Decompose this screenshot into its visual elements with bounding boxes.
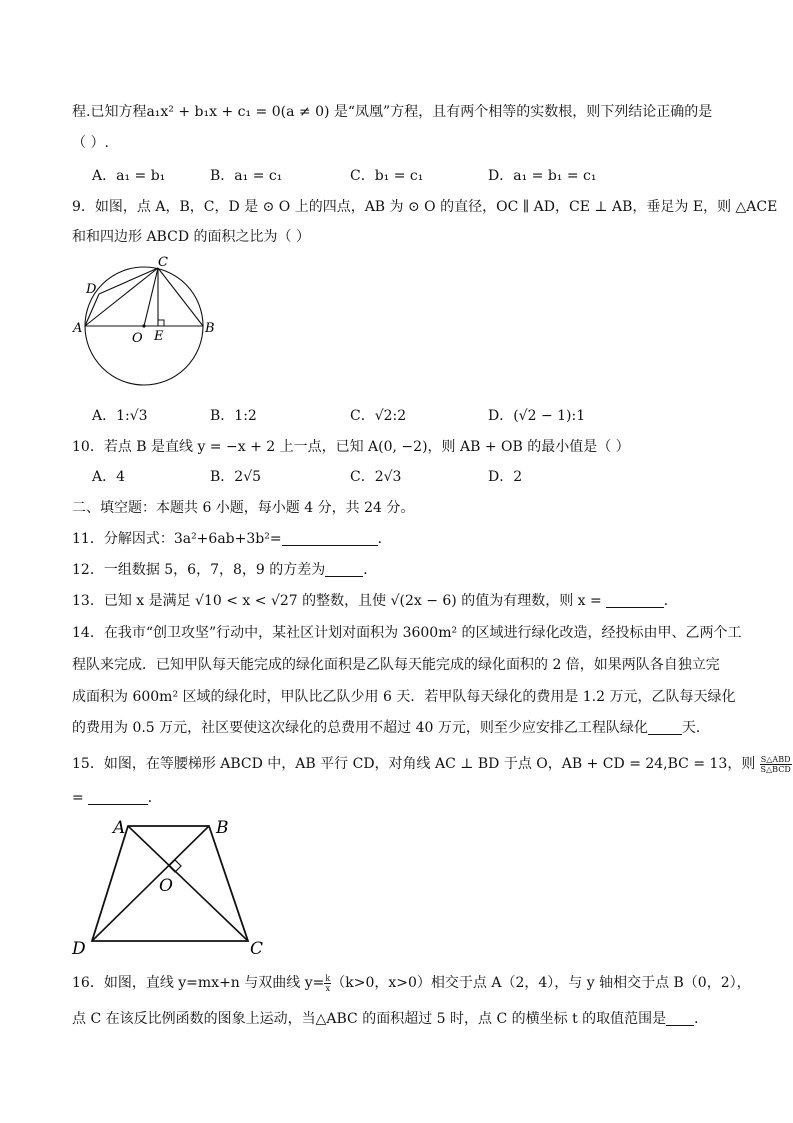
q14-line4-end: 天． [681, 720, 710, 736]
q16-line1 [72, 972, 751, 994]
q9-option-c[interactable]: C．√2:2 [350, 408, 407, 424]
q10-option-b[interactable]: B．2√5 [210, 469, 262, 485]
segment-ac [85, 268, 158, 326]
q15-trapezoid-figure [70, 814, 270, 959]
q8-option-d[interactable]: D．a₁ = b₁ = c₁ [488, 168, 597, 184]
section-2-title: 二、填空题：本题共 6 小题，每小题 4 分，共 24 分。 [72, 500, 415, 516]
q9-option-b[interactable]: B．1:2 [210, 408, 257, 424]
q10-option-c[interactable]: C．2√3 [350, 469, 402, 485]
q16-frac-num: k [325, 973, 331, 983]
q12 [72, 559, 377, 581]
q13-end: ． [663, 593, 678, 609]
q12-text: 12．一组数据 5，6，7，8，9 的方差为 [72, 562, 326, 578]
q15-line2 [72, 787, 162, 809]
q16-text-a: 16．如图，直线 y=mx+n 与双曲线 y= [72, 975, 325, 991]
q13-text: 13．已知 x 是满足 √10 < x < √27 的整数，且使 √(2x − 6) 的值为有理数，则 x = [72, 593, 602, 609]
q14-line1: 14．在我市“创卫攻坚”行动中，某社区计划对面积为 3600m² 的区域进行绿化改造，经投标由甲、乙两个工 [72, 625, 742, 641]
q11-end: ． [377, 531, 392, 547]
segment-cb [158, 268, 203, 326]
label-o: O [159, 876, 173, 896]
q8-option-c[interactable]: C．b₁ = c₁ [350, 168, 424, 184]
q13 [72, 590, 678, 612]
q12-answer-blank[interactable] [325, 560, 363, 577]
q14-line4-text: 的费用为 0.5 万元，社区要使这次绿化的总费用不超过 40 万元，则至少应安排乙工程队绿化 [72, 720, 648, 736]
q15-end: ． [147, 790, 162, 806]
label-a: A [113, 818, 126, 838]
label-o: O [132, 331, 143, 346]
segment-dc [99, 268, 158, 294]
q9-stem-line2: 和和四边形 ABCD 的面积之比为（ ） [72, 229, 310, 245]
diagonal-ac [128, 826, 248, 941]
q15-area-ratio [760, 755, 792, 774]
q15-frac-den: S△BCD [760, 764, 791, 774]
q16-text-b: （k>0，x>0）相交于点 A（2，4），与 y 轴相交于点 B（0，2）， [331, 975, 751, 991]
label-c: C [250, 939, 264, 959]
q14-line2: 程队来完成．已知甲队每天能完成的绿化面积是乙队每天能完成的绿化面积的 2 倍，如果两队各自独立完 [72, 657, 720, 673]
q11 [72, 528, 392, 550]
q9-option-a[interactable]: A．1:√3 [92, 408, 148, 424]
right-angle-mark [158, 320, 164, 326]
label-c: C [158, 255, 168, 270]
q8-stem-line1: 程.已知方程a₁x² + b₁x + c₁ = 0(a ≠ 0) 是“凤凰”方程，且有两个相等的实数根，则下列结论正确的是 [72, 104, 713, 120]
q16-line2 [72, 1008, 708, 1030]
q14-answer-blank[interactable] [648, 718, 682, 735]
label-b: B [205, 321, 215, 336]
q14-line4 [72, 717, 710, 739]
q8-option-b[interactable]: B．a₁ = c₁ [210, 168, 283, 184]
q16-end: ． [694, 1011, 709, 1027]
label-b: B [216, 818, 229, 838]
q11-text: 11．分解因式：3a²+6ab+3b²= [72, 531, 282, 547]
q15-frac-num: S△ABD [760, 754, 791, 764]
q15-answer-blank[interactable] [88, 788, 148, 805]
q8-stem-line2: （ ）. [72, 135, 109, 151]
q8-option-a[interactable]: A．a₁ = b₁ [92, 168, 166, 184]
label-e: E [154, 329, 164, 344]
q14-line3: 成面积为 600m² 区域的绿化时，甲队比乙队少用 6 天．若甲队每天绿化的费用是 1.2 万元，乙队每天绿化 [72, 689, 736, 705]
q9-stem-line1: 9．如图，点 A，B，C，D 是 ⊙ O 上的四点，AB 为 ⊙ O 的直径，OC ∥ AD，CE ⊥ AB，垂足为 E，则 △ACE [72, 199, 778, 215]
q16-text-c: 点 C 在该反比例函数的图象上运动，当△ABC 的面积超过 5 时，点 C 的横坐标 t 的取值范围是 [72, 1011, 667, 1027]
q12-end: ． [363, 562, 378, 578]
q11-answer-blank[interactable] [282, 529, 378, 546]
q16-answer-blank[interactable] [666, 1009, 694, 1026]
label-a: A [73, 321, 83, 336]
q10-option-d[interactable]: D．2 [488, 469, 523, 485]
q15-line1 [72, 753, 792, 775]
q9-circle-figure [72, 255, 222, 405]
q10-option-a[interactable]: A．4 [92, 469, 126, 485]
q15-text: 15．如图，在等腰梯形 ABCD 中，AB 平行 CD，对角线 AC ⊥ BD 于点 O，AB + CD = 24,BC = 13，则 [72, 756, 756, 772]
q10-stem: 10．若点 B 是直线 y = −x + 2 上一点，已知 A(0, −2)，则 AB + OB 的最小值是（ ） [72, 439, 630, 455]
label-d: D [72, 939, 86, 959]
segment-oc [144, 268, 158, 326]
q16-frac-den: x [325, 983, 331, 993]
q15-eq: = [72, 790, 84, 806]
label-d: D [86, 282, 97, 297]
point-o [142, 324, 145, 327]
q9-option-d[interactable]: D．(√2 − 1):1 [488, 408, 586, 424]
q13-answer-blank[interactable] [606, 591, 664, 608]
